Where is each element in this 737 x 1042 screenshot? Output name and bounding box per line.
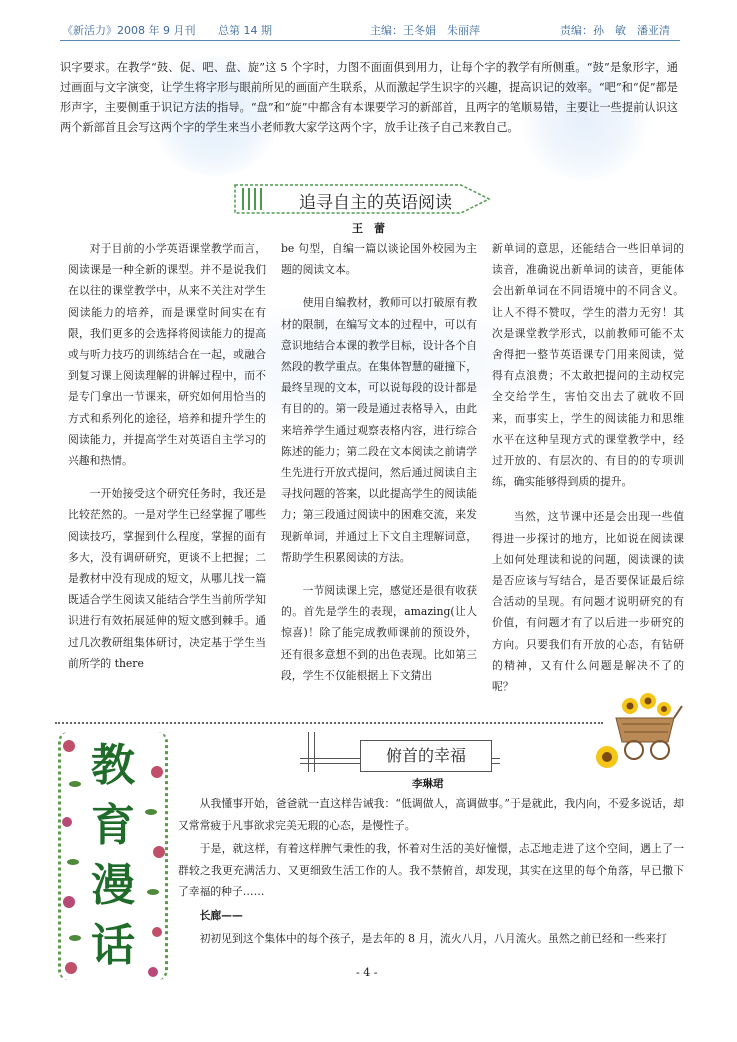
- paragraph: 一开始接受这个研究任务时，我还是比较茫然的。一是对学生已经掌握了哪些阅读技巧，掌握到什么程度，掌握的面有多大，没有调研研究，更谈不上把握；二是教材中没有现成的短文，从哪儿找一篇既适合学生阅读又能结合学生当前所学知识进行有效拓展延伸的短文感到棘手。通过几次教研组集体研讨，决定基于学生当前所学的 there: [68, 487, 266, 670]
- column-title-vertical: [61, 736, 165, 976]
- article2-author: 李琳珺: [412, 778, 444, 790]
- paragraph: 初初见到这个集体中的每个孩子，是去年的 8 月，流火八月，八月流火。虽然之前已经和一些来打: [199, 932, 667, 945]
- paragraph: 一节阅读课上完，感觉还是很有收获的。首先是学生的表现，amazing(让人惊喜)！除了能完成教师课前的预设外，还有很多意想不到的出色表现。比如第三段，学生不仅能根据上下文猜出: [281, 584, 477, 682]
- column-title-char: 教: [91, 740, 135, 791]
- paragraph: 当然，这节课中还是会出现一些值得进一步探讨的地方，比如说在阅读课上如何处理读和说的问题，阅读课的读是否应该与写结合，是否要保证最后综合活动的呈现。有问题才说明研究的有价值，有问题才有了以后进一步研究的方向。只要我们有开放的心态，有钻研的精神，又有什么问题是解决不了的呢？: [492, 510, 684, 694]
- article-column-1: [68, 238, 266, 674]
- column-title-char: 话: [91, 920, 135, 971]
- chief-editors: 主编：王冬娟 朱丽萍: [370, 24, 480, 37]
- section-divider: [55, 722, 603, 724]
- paragraph: 使用自编教材，教师可以打破原有教材的限制，在编写文本的过程中，可以有意识地结合本课的教学目标，设计各个自然段的教学重点。在集体智慧的碰撞下，最终呈现的文本，可以说每段的设计都是有目的的。第一段是通过表格导入，由此来培养学生通过观察表格内容，进行综合陈述的能力；第二段在文本阅读之前请学生先进行开放式提问，然后通过阅读自主寻找问题的答案，以此提高学生的阅读能力；第三段通过阅读中的困难交流，来发现新单词，并通过上下文自主理解词意，帮助学生积累阅读的方法。: [281, 296, 477, 564]
- paragraph: be 句型，自编一篇以谈论国外校园为主题的阅读文本。: [281, 242, 477, 277]
- column-title-frame: [58, 732, 168, 980]
- article-author: 王 蕾: [352, 222, 385, 235]
- article2-body: [178, 793, 684, 950]
- article2-title-box: [360, 740, 492, 772]
- intro-paragraph: 识字要求。在教学“鼓、促、吧、盘、旋”这 5 个字时，力图不面面俱到用力，让每个字的教学有所侧重。“鼓”是象形字，通过画面与文字演变，让学生将字形与眼前所见的画面产生联系，从而激起学生识字的兴趣，提高识记的效率。“吧”和“促”都是形声字，主要侧重于识记方法的指导。“盘”和“旋”中都含有本课要学习的新部首，且两字的笔顺易错，主要让一些提前认识这两个新部首且会写这两个字的学生来当小老师教大家学这两个字，放手让孩子自己来教自己。: [60, 61, 678, 134]
- frame-line: [314, 732, 315, 772]
- paragraph: 新单词的意思，还能结合一些旧单词的读音，准确说出新单词的读音，更能体会出新单词在不同语境中的不同含义。让人不得不赞叹，学生的潜力无穷！其次是课堂教学形式，以前教师可能不太舍得把一整节英语课专门用来阅读，觉得有点浪费；不太敢把提问的主动权完全交给学生，害怕交出去了就收不回来，而事实上，学生的阅读能力和思维水平在这种呈现方式的课堂教学中，经过开放的、有层次的、有目的的专项训练，确实能够得到质的提升。: [492, 242, 684, 489]
- page-number: - 4 -: [356, 966, 378, 979]
- article-title: 追寻自主的英语阅读: [299, 193, 452, 213]
- issue-number: 总第 14 期: [218, 24, 272, 37]
- article-column-2: [281, 238, 477, 686]
- journal-name: 《新活力》2008 年 9 月刊: [62, 24, 196, 37]
- header-rule: [60, 40, 680, 41]
- paragraph: 对于目前的小学英语课堂教学而言，阅读课是一种全新的课型。并不是说我们在以往的课堂教学中，从来不关注对学生阅读能力的培养，而是课堂时间实在有限，我们更多的会选择将阅读能力的提高或与听力技巧的训练结合在一起，或融合到复习课上阅读理解的讲解过程中，而不是专门拿出一节课来，研究如何用恰当的方式和系列化的途径，培养和提升学生的阅读能力，并提高学生对英语自主学习的兴趣和热情。: [68, 242, 266, 468]
- sunflower-icon: [590, 740, 624, 774]
- column-title-char: 漫: [91, 860, 135, 911]
- subheading: 长廊——: [199, 908, 243, 922]
- paragraph: 从我懂事开始，爸爸就一直这样告诫我：“低调做人，高调做事。”于是就此，我内向，不爱多说话，却又常常疲于凡事欲求完美无瑕的心态，是慢性子。: [178, 797, 684, 832]
- article2-title-frame: [300, 732, 500, 772]
- article2-title: 俯首的幸福: [385, 746, 466, 765]
- column-title-char: 育: [91, 800, 135, 851]
- frame-line: [308, 732, 309, 772]
- paragraph: 于是，就这样，有着这样脾气秉性的我，怀着对生活的美好憧憬，忐忑地走进了这个空间，遇上了一群较之我更充满活力、又更细致生活工作的人。我不禁俯首，却发现，其实在这里的每个角落，早已撒下了幸福的种子……: [178, 842, 684, 898]
- duty-editors: 责编：孙 敏 潘亚清: [560, 24, 670, 37]
- article-column-3: [492, 238, 684, 697]
- article-title-banner: [233, 182, 493, 216]
